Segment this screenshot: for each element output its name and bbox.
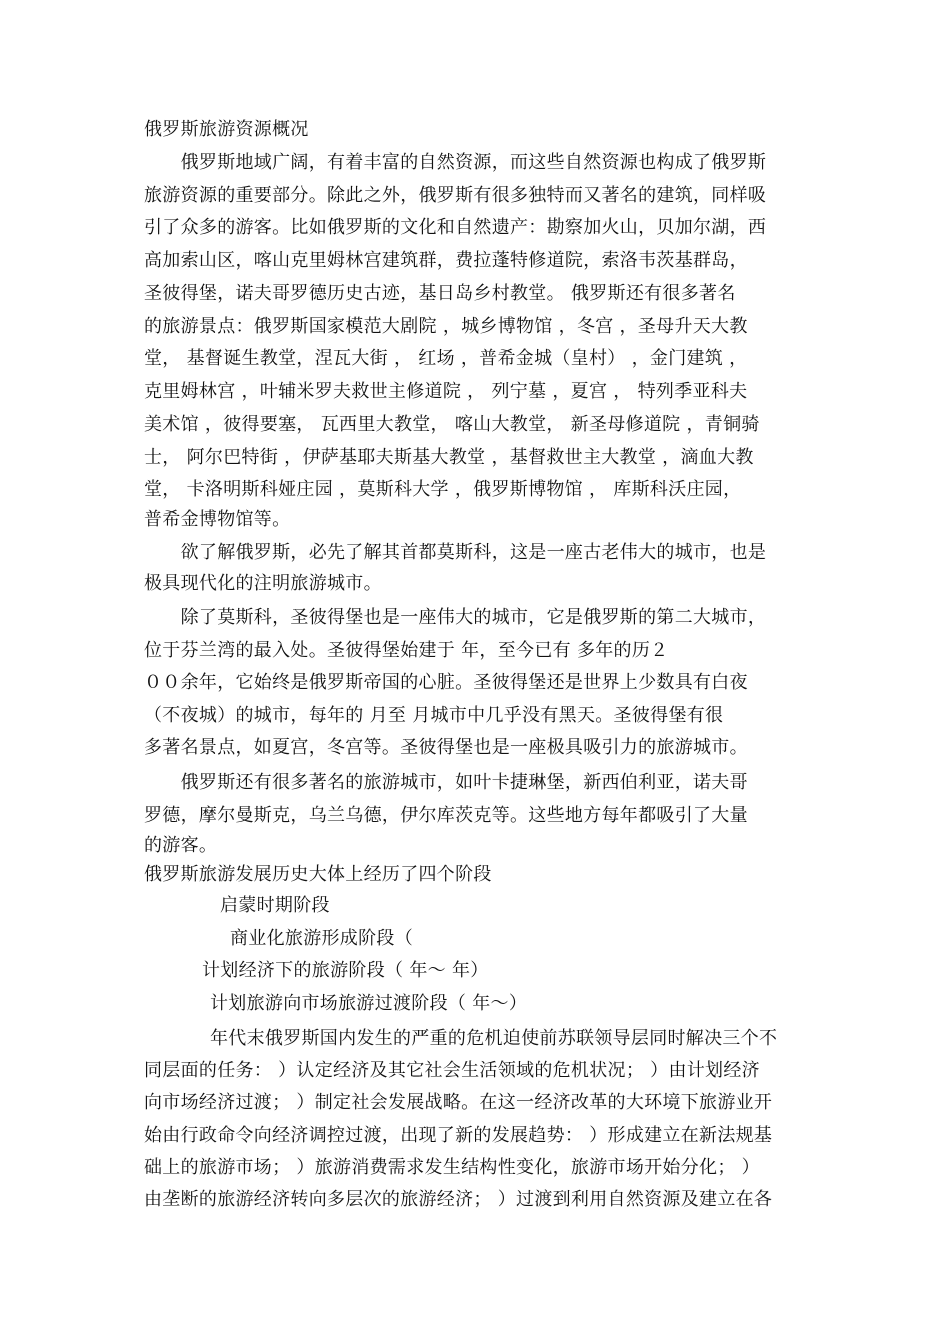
stage-item: 商业化旅游形成阶段（	[230, 928, 413, 949]
text-line: 堂， 基督诞生教堂，涅瓦大街 ， 红场 ，普希金城（皇村） ，金门建筑 ，	[144, 348, 748, 369]
stage-item: 计划经济下的旅游阶段（ 年～ 年）	[202, 960, 489, 981]
text-line: 高加索山区，喀山克里姆林宫建筑群，费拉蓬特修道院，索洛韦茨基群岛，	[144, 250, 748, 271]
text-line: 向市场经济过渡； ）制定社会发展战略。在这一经济改革的大环境下旅游业开	[144, 1092, 773, 1113]
document-title: 俄罗斯旅游资源概况	[144, 119, 309, 140]
text-line: （不夜城）的城市，每年的 月至 月城市中几乎没有黑天。圣彼得堡有很	[144, 705, 724, 726]
text-line: 士， 阿尔巴特街 ，伊萨基耶夫斯基大教堂 ，基督救世主大教堂 ，滴血大教	[144, 447, 754, 468]
text-line: 圣彼得堡，诺夫哥罗德历史古迹，基日岛乡村教堂。 俄罗斯还有很多著名	[144, 283, 736, 304]
text-line: 同层面的任务： ）认定经济及其它社会生活领域的危机状况； ）由计划经济	[144, 1060, 760, 1081]
text-line: 俄罗斯还有很多著名的旅游城市，如叶卡捷琳堡，新西伯利亚，诺夫哥	[144, 772, 748, 793]
text-line: 堂， 卡洛明斯科娅庄园 ，莫斯科大学 ，俄罗斯博物馆 ， 库斯科沃庄园，	[144, 479, 742, 500]
text-line: 由垄断的旅游经济转向多层次的旅游经济； ）过渡到利用自然资源及建立在各	[144, 1189, 773, 1210]
text-line: 罗德，摩尔曼斯克，乌兰乌德，伊尔库茨克等。这些地方每年都吸引了大量	[144, 805, 748, 826]
text-line: 引了众多的游客。比如俄罗斯的文化和自然遗产：勘察加火山，贝加尔湖，西	[144, 217, 767, 238]
text-line: 年代末俄罗斯国内发生的严重的危机迫使前苏联领导层同时解决三个不	[210, 1028, 778, 1049]
text-line: 极具现代化的注明旅游城市。	[144, 573, 382, 594]
text-line: 普希金博物馆等。	[144, 509, 291, 530]
text-line: 俄罗斯地域广阔，有着丰富的自然资源，而这些自然资源也构成了俄罗斯	[144, 152, 767, 173]
text-line: 位于芬兰湾的最入处。圣彼得堡始建于 年，至今已有 多年的历２	[144, 640, 669, 661]
text-line: 的游客。	[144, 835, 218, 856]
stage-item: 计划旅游向市场旅游过渡阶段（ 年～）	[210, 993, 528, 1014]
text-line: 始由行政命令向经济调控过渡，出现了新的发展趋势： ）形成建立在新法规基	[144, 1125, 773, 1146]
text-line: 克里姆林宫 ，叶辅米罗夫救世主修道院 ， 列宁墓 ，夏宫 ， 特列季亚科夫	[144, 381, 748, 402]
text-line: 础上的旅游市场； ）旅游消费需求发生结构性变化，旅游市场开始分化； ）	[144, 1157, 760, 1178]
text-line: 旅游资源的重要部分。除此之外，俄罗斯有很多独特而又著名的建筑，同样吸	[144, 185, 767, 206]
stage-item: 启蒙时期阶段	[220, 895, 330, 916]
text-line: ００余年，它始终是俄罗斯帝国的心脏。圣彼得堡还是世界上少数具有白夜	[144, 672, 748, 693]
text-line: 美术馆 ，彼得要塞， 瓦西里大教堂， 喀山大教堂， 新圣母修道院 ，青铜骑	[144, 414, 760, 435]
text-line: 多著名景点，如夏宫，冬宫等。圣彼得堡也是一座极具吸引力的旅游城市。	[144, 737, 748, 758]
text-line: 除了莫斯科，圣彼得堡也是一座伟大的城市，它是俄罗斯的第二大城市，	[144, 607, 767, 628]
text-line: 的旅游景点：俄罗斯国家模范大剧院 ，城乡博物馆 ，冬宫 ，圣母升天大教	[144, 316, 748, 337]
section-heading: 俄罗斯旅游发展历史大体上经历了四个阶段	[144, 864, 492, 885]
text-line: 欲了解俄罗斯，必先了解其首都莫斯科，这是一座古老伟大的城市，也是	[144, 542, 767, 563]
